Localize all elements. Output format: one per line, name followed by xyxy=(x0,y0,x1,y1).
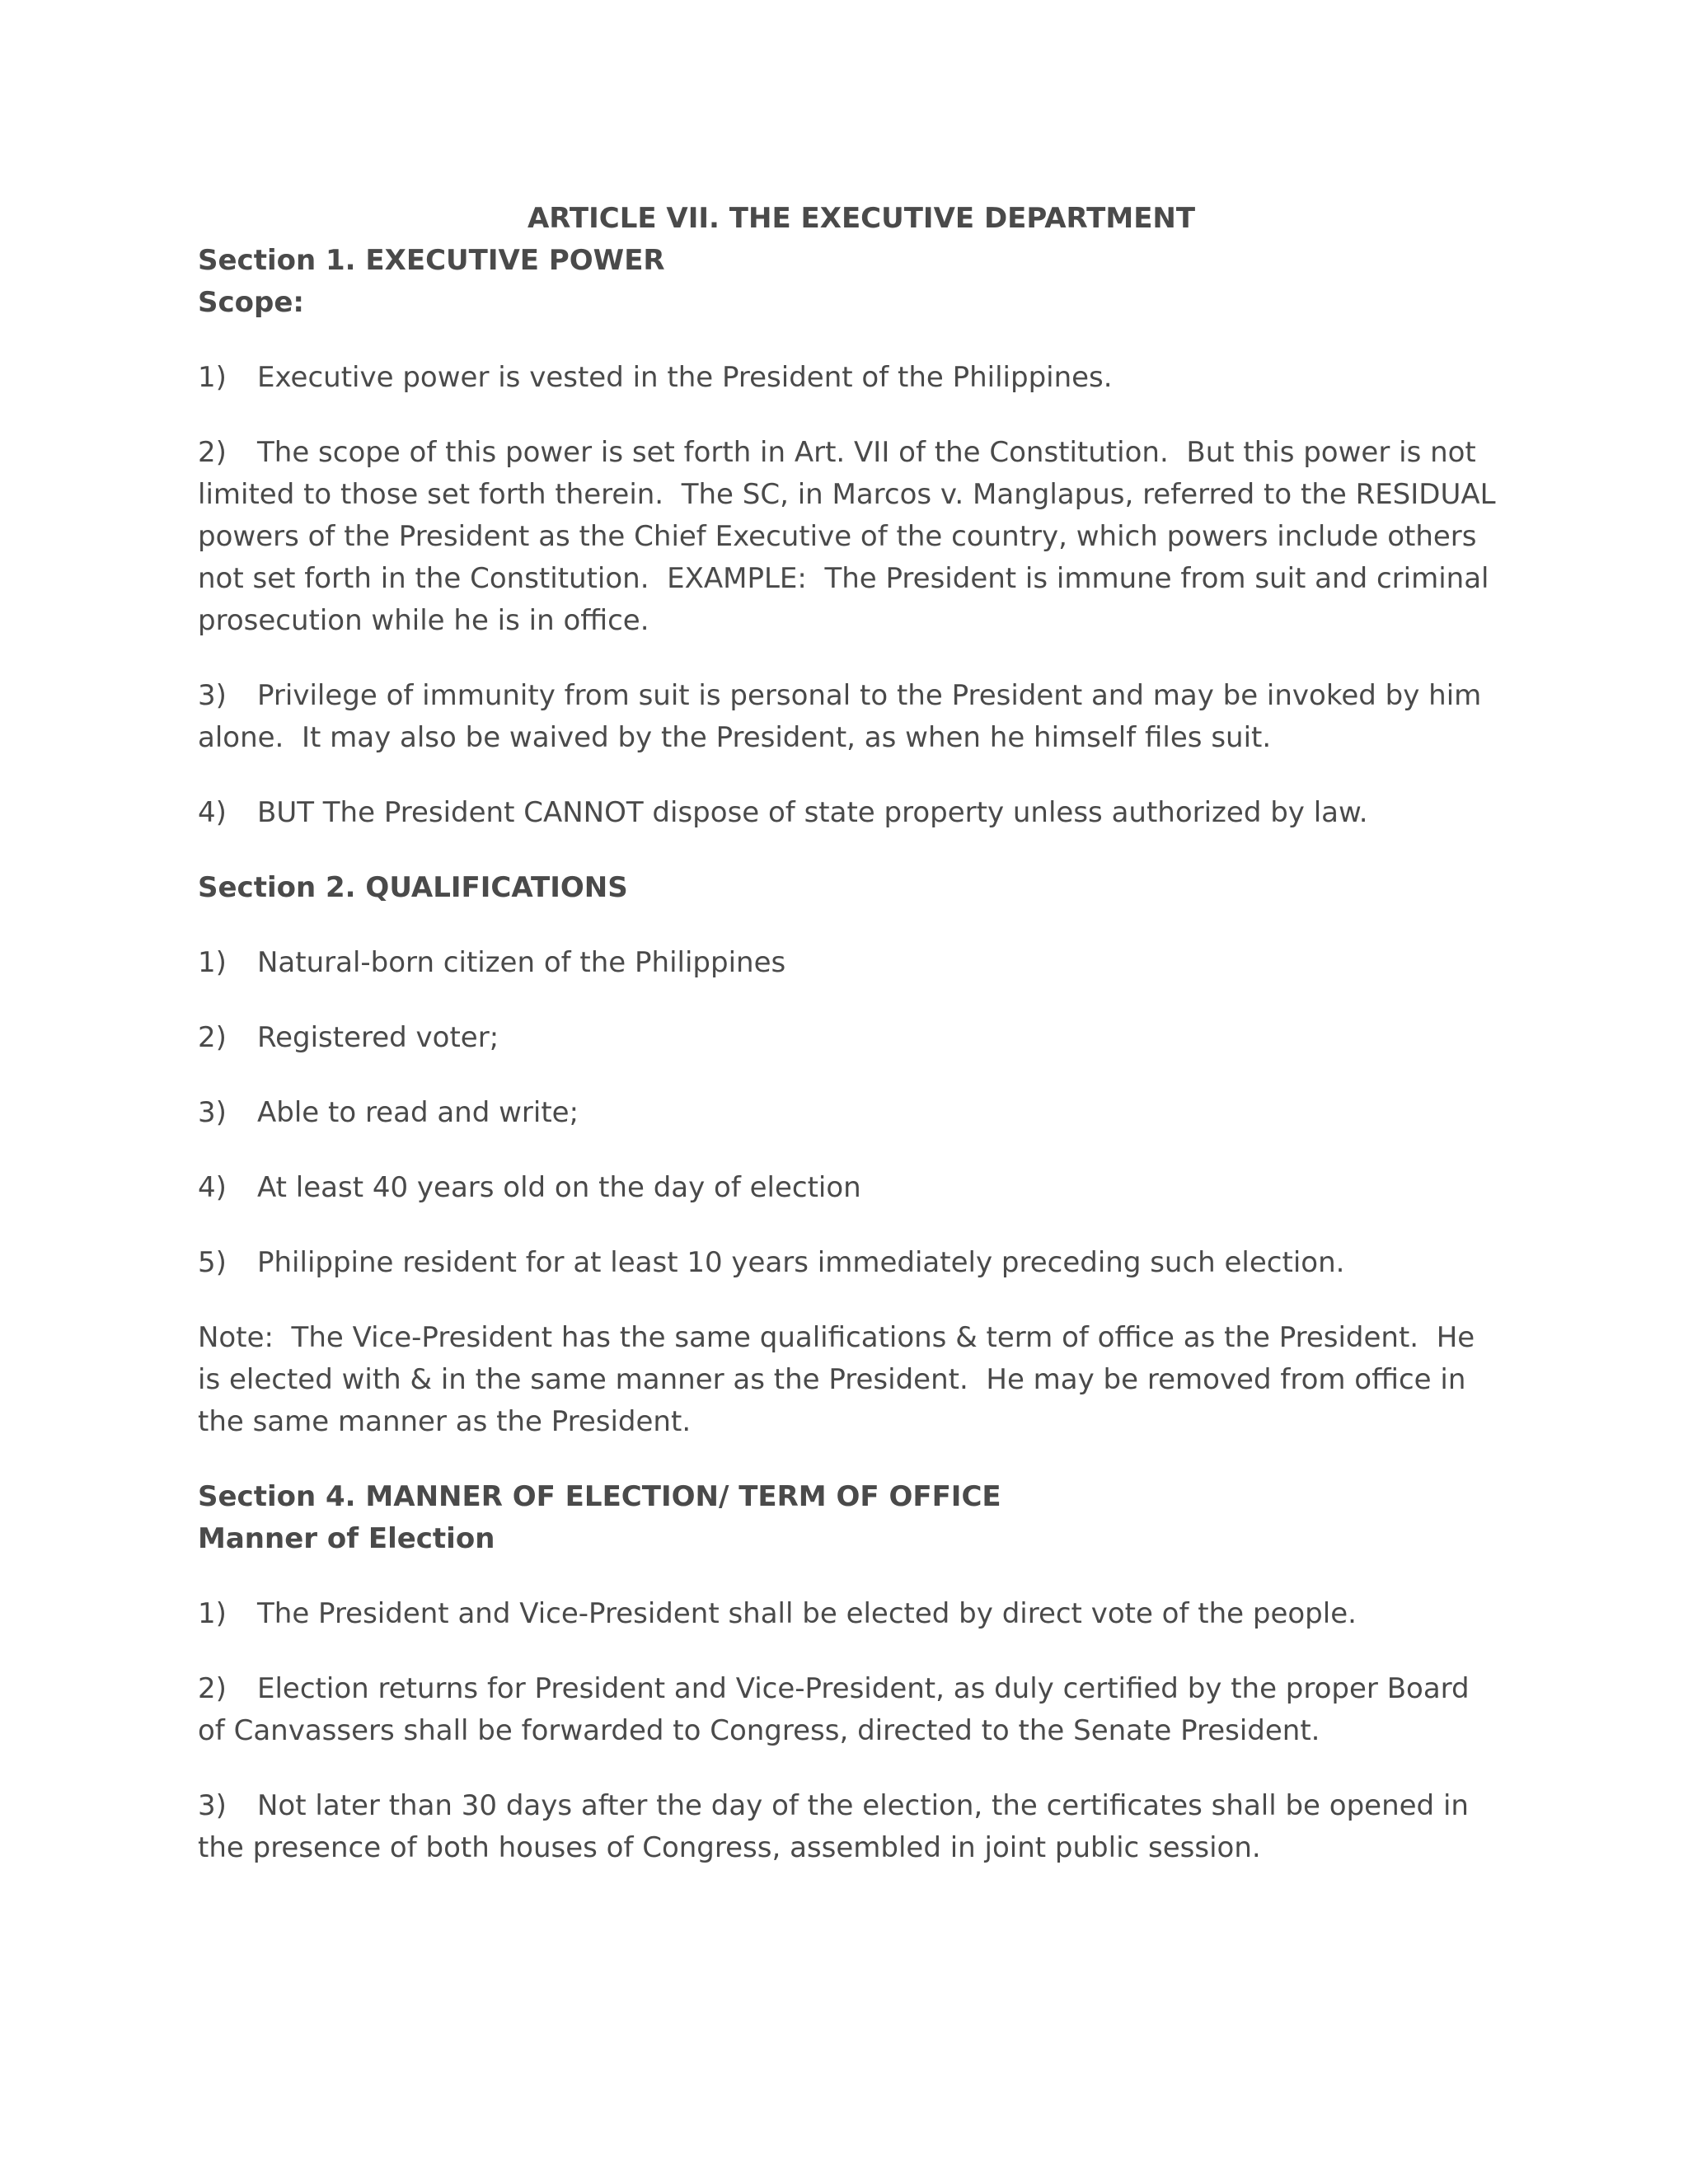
item-text: Able to read and write; xyxy=(257,1096,579,1129)
section-2-item xyxy=(198,1092,1500,1134)
item-text: Election returns for President and Vice-President, as duly certified by the proper Board of Canvassers shall be forwarded to Congress, directed to the Senate President. xyxy=(198,1672,1479,1747)
section-2-item xyxy=(198,942,1500,984)
item-number: 3) xyxy=(198,1789,227,1822)
section-1-item xyxy=(198,357,1500,399)
item-text: Privilege of immunity from suit is personal to the President and may be invoked by him alone. It may also be waived by the President, as when he himself files suit. xyxy=(198,679,1491,754)
section-4-heading: Section 4. MANNER OF ELECTION/ TERM OF OFFICE xyxy=(198,1480,1001,1513)
item-text: Executive power is vested in the President of the Philippines. xyxy=(257,361,1113,394)
item-text: Not later than 30 days after the day of the election, the certificates shall be opened in the presence of both houses of Congress, assembled in joint public session. xyxy=(198,1789,1478,1864)
item-text: Philippine resident for at least 10 years immediately preceding such election. xyxy=(257,1246,1345,1279)
item-number: 3) xyxy=(198,1096,227,1129)
item-number: 2) xyxy=(198,436,227,469)
section-1-item xyxy=(198,675,1500,759)
item-text: At least 40 years old on the day of election xyxy=(257,1171,861,1204)
section-1-item xyxy=(198,792,1500,834)
section-4-item xyxy=(198,1593,1500,1635)
item-number: 1) xyxy=(198,361,227,394)
item-number: 3) xyxy=(198,679,227,712)
item-number: 4) xyxy=(198,1171,227,1204)
section-2-item xyxy=(198,1017,1500,1059)
item-text: The scope of this power is set forth in Art. VII of the Constitution. But this power is not limited to those set forth therein. The SC, in Marcos v. Manglapus, referred to the RESIDUAL powers of the President as the Chief Executive of the country, which powers include others not set forth in the Constitution. EXAMPLE: The President is immune from suit and criminal prosecution while he is in office. xyxy=(198,436,1505,637)
item-text: BUT The President CANNOT dispose of state property unless authorized by law. xyxy=(257,796,1368,829)
item-number: 1) xyxy=(198,1597,227,1630)
section-1-subheading: Scope: xyxy=(198,286,304,319)
item-number: 2) xyxy=(198,1672,227,1705)
section-2-item xyxy=(198,1242,1500,1284)
section-4-subheading: Manner of Election xyxy=(198,1522,495,1555)
item-text: Registered voter; xyxy=(257,1021,499,1054)
item-number: 5) xyxy=(198,1246,227,1279)
item-number: 1) xyxy=(198,946,227,979)
section-1-heading: Section 1. EXECUTIVE POWER xyxy=(198,244,665,277)
section-2-item xyxy=(198,1167,1500,1209)
section-4-item xyxy=(198,1785,1500,1869)
section-2-heading: Section 2. QUALIFICATIONS xyxy=(198,871,628,904)
item-text: The President and Vice-President shall be elected by direct vote of the people. xyxy=(257,1597,1357,1630)
item-text: Natural-born citizen of the Philippines xyxy=(257,946,786,979)
article-title: ARTICLE VII. THE EXECUTIVE DEPARTMENT xyxy=(527,202,1196,235)
section-2-note: Note: The Vice-President has the same qualifications & term of office as the President. He is elected with & in the same manner as the President. He may be removed from office in the same manner as the President. xyxy=(198,1321,1484,1438)
document-body xyxy=(198,198,1505,1902)
section-4-item xyxy=(198,1668,1500,1752)
section-1-item xyxy=(198,432,1505,642)
item-number: 4) xyxy=(198,796,227,829)
item-number: 2) xyxy=(198,1021,227,1054)
